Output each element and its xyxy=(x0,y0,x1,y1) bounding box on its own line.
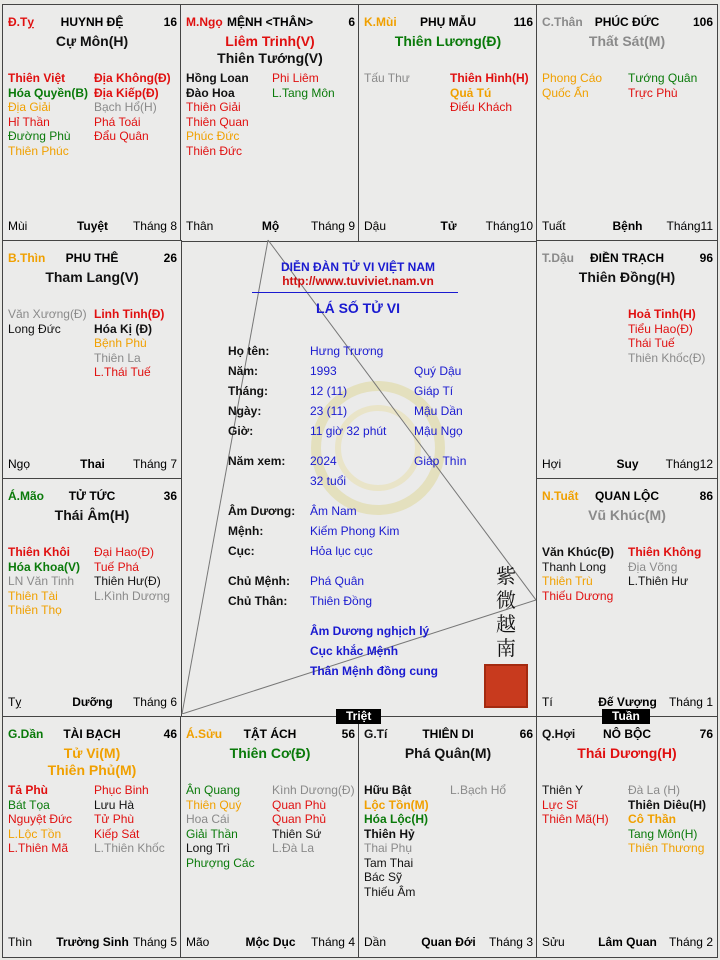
branch-label: Á.Mão xyxy=(8,489,44,503)
minor-star: Phúc Đức xyxy=(186,129,240,143)
minor-star: Hỉ Thần xyxy=(8,114,50,129)
minor-stars-left xyxy=(8,545,80,618)
minor-star: Thiên Đức xyxy=(186,143,243,158)
main-star: Thiên Cơ(Đ) xyxy=(229,745,311,761)
minor-star: Đại Hao(Đ) xyxy=(94,545,155,559)
footer-stage: Lâm Quan xyxy=(598,935,657,949)
palace-age: 36 xyxy=(163,489,177,503)
main-star: Thất Sát(M) xyxy=(588,33,666,49)
branch-label: B.Thìn xyxy=(8,251,46,265)
info-canchi: Giáp Thìn xyxy=(414,454,467,468)
info-canchi: Mậu Dần xyxy=(414,404,463,418)
minor-star: Quan Phủ xyxy=(272,812,327,826)
main-stars xyxy=(3,33,181,50)
palace-age: 26 xyxy=(163,251,177,265)
footer-branch: Thìn xyxy=(8,935,33,949)
palace-age: 6 xyxy=(348,15,355,29)
branch-label: Q.Hợi xyxy=(542,727,576,741)
minor-star: Hóa Quyền(B) xyxy=(8,85,89,100)
palace-name: PHỤ MẪU xyxy=(420,15,476,29)
minor-star: Địa Võng xyxy=(628,559,678,574)
minor-stars-right xyxy=(628,783,706,856)
minor-stars-right xyxy=(628,307,705,365)
info-canchi: Mậu Ngọ xyxy=(414,424,463,438)
minor-star: L.Thiên Khốc xyxy=(94,841,165,855)
footer-month: Tháng 9 xyxy=(310,219,355,233)
footer-month: Tháng 3 xyxy=(488,935,533,949)
branch-label: K.Mùi xyxy=(364,15,397,29)
info-key: Chủ Thân: xyxy=(228,594,288,608)
main-star: Liêm Trinh(V) xyxy=(225,33,315,49)
palace-cell xyxy=(2,716,182,958)
info-value: 11 giờ 32 phút xyxy=(310,424,387,438)
main-stars xyxy=(3,745,181,779)
info-value: 2024 xyxy=(310,454,337,468)
palace-cell xyxy=(358,716,538,958)
main-star: Thái Âm(H) xyxy=(54,507,130,523)
minor-star: Kiếp Sát xyxy=(94,826,140,841)
minor-star: Đà La (H) xyxy=(628,783,681,797)
minor-star: Thiên Không xyxy=(628,545,702,559)
info-value: 23 (11) xyxy=(310,404,348,418)
minor-star: Linh Tinh(Đ) xyxy=(94,307,165,321)
minor-star: Văn Khúc(Đ) xyxy=(542,545,614,559)
footer-stage: Bệnh xyxy=(612,219,643,233)
main-stars xyxy=(181,745,359,762)
minor-star: Đường Phù xyxy=(8,129,71,143)
chart-note: Âm Dương nghịch lý xyxy=(310,624,430,638)
info-key: Họ tên: xyxy=(228,344,270,358)
footer-stage: Mộ xyxy=(261,219,280,233)
minor-stars-left xyxy=(364,71,410,86)
info-key: Năm xem: xyxy=(228,454,286,468)
minor-star: Bệnh Phù xyxy=(94,336,147,350)
minor-star: Thiên Trù xyxy=(542,574,593,588)
footer-stage: Tử xyxy=(440,219,457,233)
minor-star: Thiên Tài xyxy=(8,588,58,603)
minor-star: Thiên Y xyxy=(542,783,584,797)
minor-star: Cô Thần xyxy=(628,812,676,826)
minor-star: Hồng Loan xyxy=(186,71,249,85)
info-key: Mệnh: xyxy=(228,524,264,538)
minor-stars-right xyxy=(94,783,165,856)
main-star: Cự Môn(H) xyxy=(55,33,129,49)
minor-star: Giải Thần xyxy=(186,826,238,841)
minor-stars-left xyxy=(8,71,88,158)
seal-vertical-text: 紫微越南 xyxy=(496,564,516,660)
palace-age: 96 xyxy=(699,251,713,265)
palace-name: ĐIỀN TRẠCH xyxy=(590,251,664,265)
minor-star: Bát Tọa xyxy=(8,797,50,812)
footer-month: Tháng 6 xyxy=(132,695,177,709)
minor-stars-right xyxy=(94,545,170,603)
main-star: Thiên Đồng(H) xyxy=(578,269,676,285)
palace-name: QUAN LỘC xyxy=(595,489,659,503)
branch-label: Đ.Tỵ xyxy=(8,15,35,29)
minor-stars-left xyxy=(8,307,87,336)
main-stars xyxy=(3,269,181,286)
minor-star: Bạch Hổ(H) xyxy=(94,100,157,114)
minor-star: Thiên Quan xyxy=(186,114,249,129)
minor-star: Tướng Quân xyxy=(628,71,698,85)
minor-star: Điếu Khách xyxy=(450,100,513,114)
main-stars xyxy=(537,33,717,50)
footer-stage: Trường Sinh xyxy=(56,935,129,949)
branch-label: G.Tí xyxy=(364,727,388,741)
footer-month: Tháng11 xyxy=(666,219,713,233)
minor-star: Kình Dương(Đ) xyxy=(272,783,355,797)
info-value: 32 tuổi xyxy=(310,474,347,488)
footer-branch: Tuất xyxy=(542,219,566,233)
main-star: Vũ Khúc(M) xyxy=(588,507,666,523)
forum-url[interactable]: http://www.tuviviet.nam.vn xyxy=(282,274,434,288)
minor-star: Thanh Long xyxy=(542,559,607,574)
minor-star: Tam Thai xyxy=(364,855,414,870)
minor-star: Thiên Khôi xyxy=(8,545,70,559)
footer-stage: Tuyệt xyxy=(76,219,109,233)
minor-star: Tấu Thư xyxy=(364,71,410,85)
footer-branch: Tí xyxy=(542,695,553,709)
minor-star: L.Thái Tuế xyxy=(94,365,151,379)
palace-age: 106 xyxy=(692,15,713,29)
minor-star: Quả Tú xyxy=(450,85,492,100)
footer-month: Tháng 1 xyxy=(668,695,713,709)
minor-star: Bác Sỹ xyxy=(364,870,403,884)
minor-star: Quốc Ấn xyxy=(542,85,589,100)
palace-age: 46 xyxy=(163,727,177,741)
info-value: Thiên Đồng xyxy=(310,594,373,608)
palace-age: 76 xyxy=(699,727,713,741)
minor-stars-left xyxy=(186,71,249,158)
main-star: Thiên Lương(Đ) xyxy=(394,33,502,49)
main-stars xyxy=(537,269,717,286)
info-key: Năm: xyxy=(228,364,259,378)
footer-month: Tháng 8 xyxy=(132,219,177,233)
minor-star: Long Trì xyxy=(186,841,231,855)
branch-label: C.Thân xyxy=(542,15,583,29)
palace-cell xyxy=(358,4,538,242)
info-value: Âm Nam xyxy=(310,504,357,518)
footer-branch: Ngọ xyxy=(8,457,31,471)
minor-star: Quan Phù xyxy=(272,797,327,812)
main-stars xyxy=(359,33,537,50)
minor-star: Địa Giải xyxy=(8,100,51,114)
footer-stage: Suy xyxy=(616,457,639,471)
minor-star: L.Tang Môn xyxy=(272,85,335,100)
minor-star: Thiên La xyxy=(94,350,141,365)
info-canchi: Giáp Tí xyxy=(414,384,454,398)
palace-cell xyxy=(180,716,360,958)
main-star: Thiên Tướng(V) xyxy=(217,50,323,66)
footer-branch: Tỵ xyxy=(8,695,22,709)
footer-branch: Hợi xyxy=(542,457,562,471)
minor-star: LN Văn Tinh xyxy=(8,574,75,588)
minor-stars-left xyxy=(542,545,614,603)
minor-star: Thiên Giải xyxy=(186,100,241,114)
palace-cell xyxy=(180,4,360,242)
palace-name: TỬ TỨC xyxy=(68,489,116,503)
minor-star: Đẩu Quân xyxy=(94,129,149,143)
seal-stamp xyxy=(484,664,528,708)
minor-star: Thiên Hình(H) xyxy=(450,71,529,85)
minor-stars-left xyxy=(186,783,255,870)
minor-star: Tả Phù xyxy=(8,783,49,797)
minor-star: Hoả Tinh(H) xyxy=(628,307,696,321)
palace-age: 56 xyxy=(341,727,355,741)
palace-cell xyxy=(536,4,718,242)
minor-stars-left xyxy=(8,783,72,856)
minor-stars-left xyxy=(542,71,602,100)
minor-stars-right xyxy=(628,545,701,589)
branch-label: Á.Sửu xyxy=(186,727,223,741)
minor-stars-right xyxy=(628,71,697,100)
footer-month: Tháng 7 xyxy=(132,457,177,471)
palace-name: TÀI BẠCH xyxy=(63,727,121,741)
info-key: Tháng: xyxy=(228,384,268,398)
minor-stars-right xyxy=(450,783,506,798)
footer-stage: Thai xyxy=(80,457,105,471)
footer-stage: Mộc Dục xyxy=(245,935,296,949)
minor-star: Thiên Phúc xyxy=(8,143,69,158)
info-value: Hưng Trương xyxy=(310,344,384,358)
chart-note: Cục khắc Mệnh xyxy=(310,644,399,658)
minor-star: Địa Kiếp(Đ) xyxy=(94,85,159,100)
palace-age: 86 xyxy=(699,489,713,503)
info-value: Phá Quân xyxy=(310,574,365,588)
minor-star: Đào Hoa xyxy=(186,85,235,100)
divider xyxy=(252,292,458,293)
footer-month: Tháng10 xyxy=(485,219,533,233)
minor-star: Thái Tuế xyxy=(628,336,675,350)
info-canchi: Quý Dậu xyxy=(414,364,462,378)
main-star: Thái Dương(H) xyxy=(577,745,677,761)
minor-star: Phá Toái xyxy=(94,114,141,129)
minor-star: L.Kình Dương xyxy=(94,588,170,603)
info-key: Cục: xyxy=(228,544,255,558)
minor-star: Long Đức xyxy=(8,321,61,336)
palace-name: PHÚC ĐỨC xyxy=(594,15,660,29)
palace-age: 66 xyxy=(519,727,533,741)
palace-name: NÔ BỘC xyxy=(603,727,651,741)
palace-cell xyxy=(2,478,182,718)
minor-star: Phục Binh xyxy=(94,783,149,797)
branch-label: G.Dần xyxy=(8,727,44,741)
minor-stars-right xyxy=(94,307,164,380)
footer-branch: Mão xyxy=(186,935,210,949)
footer-branch: Thân xyxy=(186,219,214,233)
footer-stage: Đế Vượng xyxy=(598,695,657,709)
minor-star: Thiên Thọ xyxy=(8,603,62,617)
main-stars xyxy=(537,507,717,524)
main-star: Tham Lang(V) xyxy=(45,269,139,285)
footer-branch: Sửu xyxy=(542,935,565,949)
minor-star: Thiếu Dương xyxy=(542,588,614,603)
minor-star: Hữu Bật xyxy=(364,783,412,797)
minor-star: Tử Phù xyxy=(94,812,135,826)
info-key: Âm Dương: xyxy=(228,504,296,518)
info-value: 1993 xyxy=(310,364,337,378)
minor-star: Phong Cáo xyxy=(542,71,603,85)
minor-star: Phượng Các xyxy=(186,855,255,870)
minor-stars-right xyxy=(94,71,171,144)
chart-title: LÁ SỐ TỬ VI xyxy=(316,300,400,316)
footer-branch: Mùi xyxy=(8,219,28,233)
minor-stars-right xyxy=(272,71,335,100)
palace-cell xyxy=(536,478,718,718)
branch-label: T.Dậu xyxy=(542,251,575,265)
info-value: Kiếm Phong Kim xyxy=(310,524,400,538)
minor-star: Hoa Cái xyxy=(186,812,230,826)
footer-month: Tháng 2 xyxy=(668,935,713,949)
minor-star: Thiên Việt xyxy=(8,71,66,85)
minor-star: Hóa Lộc(H) xyxy=(364,812,428,826)
palace-name: TẬT ÁCH xyxy=(243,727,297,741)
footer-branch: Dậu xyxy=(364,219,387,233)
palace-cell xyxy=(2,240,182,480)
footer-branch: Dần xyxy=(364,935,387,949)
minor-star: Tang Môn(H) xyxy=(628,826,698,841)
minor-star: Địa Không(Đ) xyxy=(94,71,171,85)
minor-star: Lực Sĩ xyxy=(542,797,578,812)
footer-month: Tháng 5 xyxy=(132,935,177,949)
minor-star: Thiên Diêu(H) xyxy=(628,797,706,812)
minor-star: L.Bạch Hổ xyxy=(450,783,507,797)
tuan-tag: Tuần xyxy=(602,709,650,724)
minor-star: L.Thiên Mã xyxy=(8,841,69,855)
chart-note: Thân Mệnh đồng cung xyxy=(310,664,438,678)
minor-star: Phi Liêm xyxy=(272,71,319,85)
minor-star: Nguyệt Đức xyxy=(8,812,73,826)
info-value: Hỏa lục cục xyxy=(310,544,373,558)
main-star: Phá Quân(M) xyxy=(404,745,492,761)
main-stars xyxy=(181,33,359,67)
triet-tag: Triệt xyxy=(336,709,381,724)
minor-star: Thiên Khốc(Đ) xyxy=(628,350,706,365)
info-key: Giờ: xyxy=(228,424,254,438)
palace-cell xyxy=(536,716,718,958)
main-stars xyxy=(359,745,537,762)
minor-star: Thiếu Âm xyxy=(364,884,416,899)
main-star: Thiên Phủ(M) xyxy=(47,762,137,778)
info-value: 12 (11) xyxy=(310,384,348,398)
palace-cell xyxy=(2,4,182,242)
forum-title: DIỄN ĐÀN TỬ VI VIỆT NAM xyxy=(281,260,435,274)
minor-star: Trực Phù xyxy=(628,85,678,100)
branch-label: M.Ngọ xyxy=(186,15,223,29)
minor-star: Lưu Hà xyxy=(94,797,135,812)
minor-stars-left xyxy=(364,783,429,899)
footer-month: Tháng 4 xyxy=(310,935,355,949)
minor-star: L.Lộc Tồn xyxy=(8,826,62,841)
minor-star: Thai Phụ xyxy=(364,841,413,855)
minor-star: L.Thiên Hư xyxy=(628,574,689,588)
palace-name: MỆNH <THÂN> xyxy=(226,15,313,29)
minor-star: Tuế Phá xyxy=(94,559,139,574)
main-star: Tử Vi(M) xyxy=(63,745,121,761)
minor-star: Ân Quang xyxy=(186,783,241,797)
minor-star: Lộc Tồn(M) xyxy=(364,797,429,812)
minor-star: Văn Xương(Đ) xyxy=(8,307,87,321)
palace-name: PHU THÊ xyxy=(65,251,119,265)
minor-stars-left xyxy=(542,783,609,827)
branch-label: N.Tuất xyxy=(542,489,579,503)
palace-age: 16 xyxy=(163,15,177,29)
minor-star: Thiên Hư(Đ) xyxy=(94,574,161,588)
footer-stage: Dưỡng xyxy=(72,695,113,709)
minor-star: Hóa Khoa(V) xyxy=(8,559,80,574)
footer-stage: Quan Đới xyxy=(421,935,476,949)
minor-star: Thiên Sứ xyxy=(272,826,322,841)
main-stars xyxy=(3,507,181,524)
minor-star: L.Đà La xyxy=(272,841,315,855)
main-stars xyxy=(537,745,717,762)
palace-name: THIÊN DI xyxy=(422,727,474,741)
center-panel xyxy=(180,238,536,714)
footer-month: Tháng12 xyxy=(665,457,713,471)
minor-stars-right xyxy=(272,783,355,856)
minor-star: Thiên Quý xyxy=(186,797,242,812)
minor-star: Hóa Kị (Đ) xyxy=(94,321,152,336)
palace-cell xyxy=(536,240,718,480)
info-key: Ngày: xyxy=(228,404,262,418)
palace-name: HUYNH ĐỆ xyxy=(60,15,124,29)
minor-star: Thiên Thương xyxy=(628,841,705,855)
minor-star: Tiểu Hao(Đ) xyxy=(628,321,693,336)
info-key: Chủ Mệnh: xyxy=(228,574,290,588)
minor-star: Thiên Hỷ xyxy=(364,826,415,841)
minor-star: Thiên Mã(H) xyxy=(542,812,609,826)
minor-stars-right xyxy=(450,71,529,115)
palace-age: 116 xyxy=(513,15,533,29)
